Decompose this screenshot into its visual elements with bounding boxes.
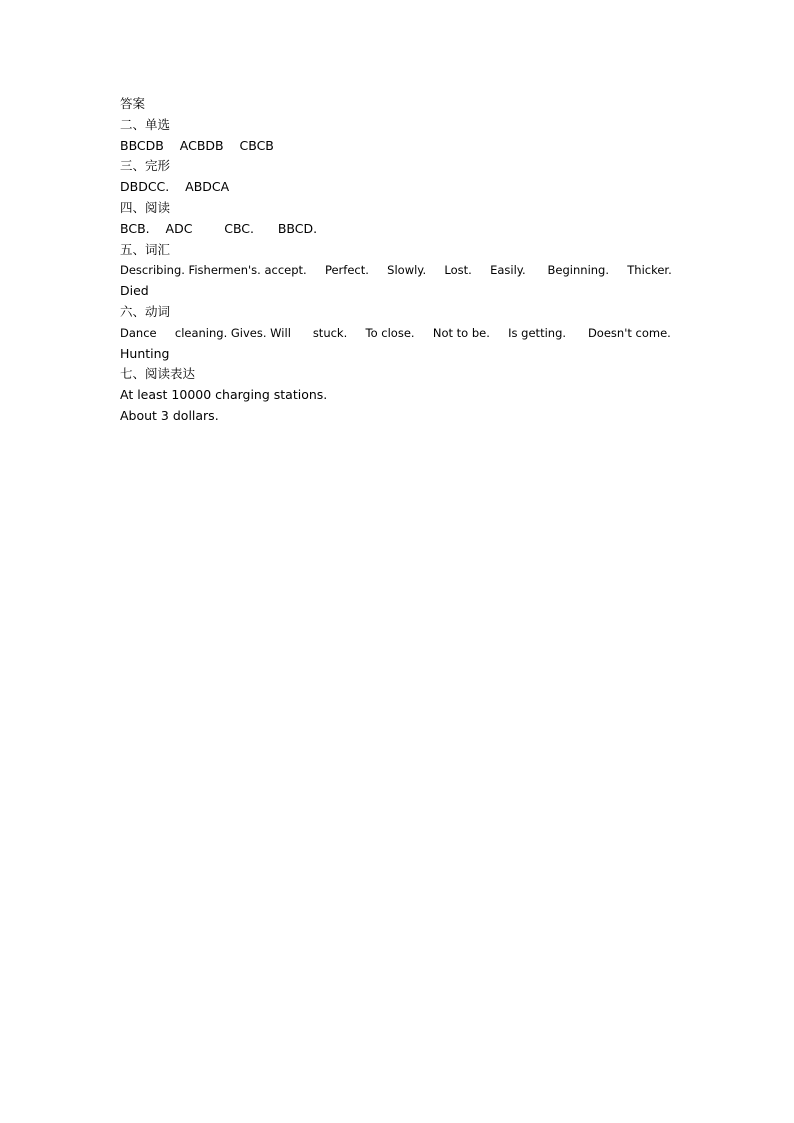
verb-answers-line-1: Dance cleaning. Gives. Will stuck. To close. Not to be. Is getting. Doesn't come. xyxy=(120,325,671,340)
section-heading-reading-expression: 七、阅读表达 xyxy=(120,366,196,382)
verb-answers-line-2: Hunting xyxy=(120,345,170,361)
cloze-answers: DBDCC. ABDCA xyxy=(120,179,230,195)
vocabulary-answers-line-2: Died xyxy=(120,283,149,299)
document-title: 答案 xyxy=(120,96,146,111)
section-heading-single-choice: 二、单选 xyxy=(120,116,171,132)
section-heading-vocabulary: 五、词汇 xyxy=(120,241,171,257)
reading-expression-answer-1: At least 10000 charging stations. xyxy=(120,387,328,403)
section-heading-cloze: 三、完形 xyxy=(120,158,171,174)
section-heading-verbs: 六、动词 xyxy=(120,303,171,319)
vocabulary-answers-line-1: Describing. Fishermen's. accept. Perfect. Slowly. Lost. Easily. Beginning. Thicker. xyxy=(120,263,672,278)
reading-answers: BCB. ADC CBC. BBCD. xyxy=(120,220,318,236)
single-choice-answers: BBCDB ACBDB CBCB xyxy=(120,137,274,153)
reading-expression-answer-2: About 3 dollars. xyxy=(120,407,219,423)
answer-document xyxy=(120,94,676,427)
section-heading-reading: 四、阅读 xyxy=(120,199,171,215)
